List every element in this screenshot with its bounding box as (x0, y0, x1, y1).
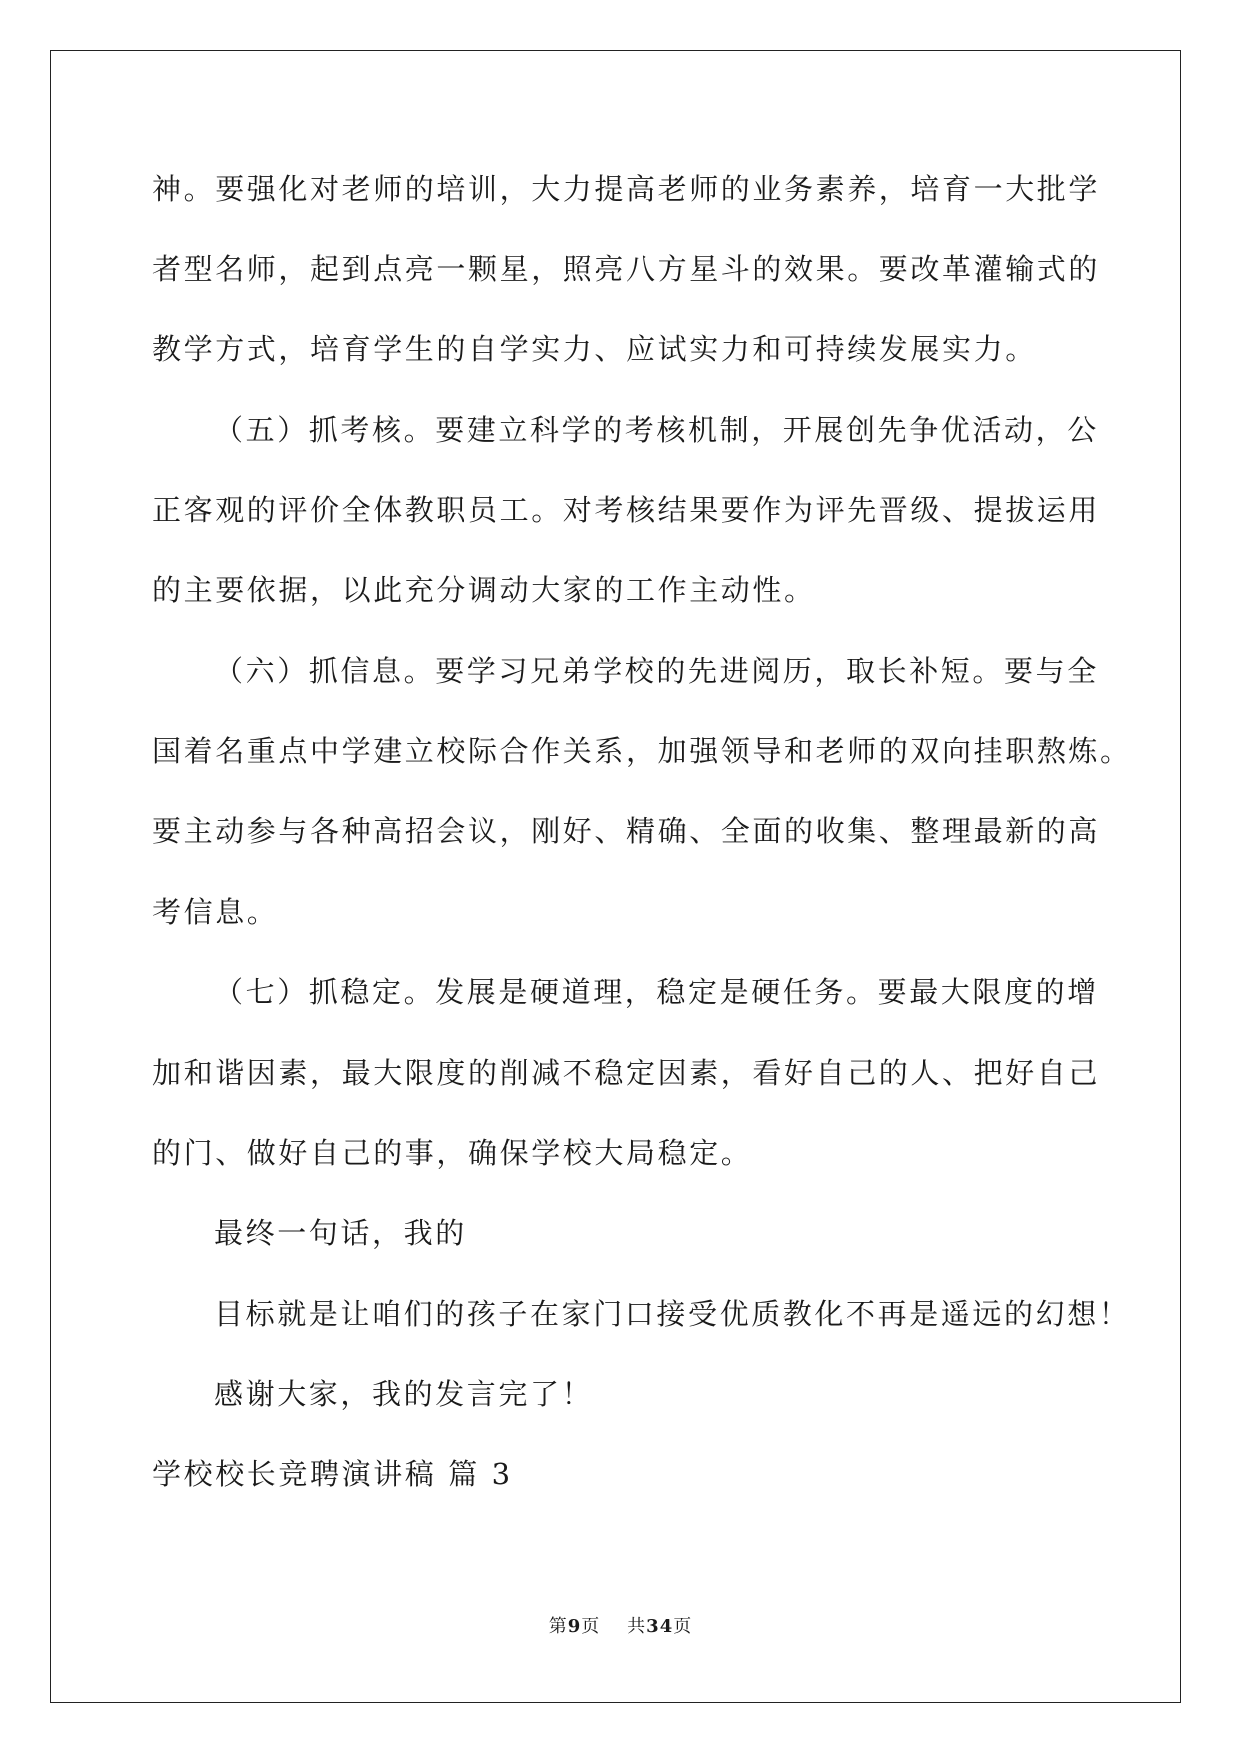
paragraph-heading-seven: （七）抓稳定。发展是硬道理，稳定是硬任务。要最大限度的增 (214, 975, 1099, 1009)
footer-total-unit: 页 (673, 1616, 693, 1637)
body-line: 要主动参与各种高招会议，刚好、精确、全面的收集、整理最新的高 (152, 814, 1101, 848)
body-line: 神。要强化对老师的培训，大力提高老师的业务素养，培育一大批学 (152, 172, 1101, 206)
page-footer (0, 1612, 1241, 1638)
body-line: 国着名重点中学建立校际合作关系，加强领导和老师的双向挂职熬炼。 (152, 734, 1132, 768)
current-page-number: 9 (567, 1616, 582, 1637)
body-line: 加和谐因素，最大限度的削减不稳定因素，看好自己的人、把好自己 (152, 1056, 1101, 1090)
body-line: 的门、做好自己的事，确保学校大局稳定。 (152, 1136, 753, 1170)
total-page-count: 34 (646, 1616, 674, 1637)
paragraph-heading-five: （五）抓考核。要建立科学的考核机制，开展创先争优活动，公 (214, 413, 1099, 447)
closing-line: 最终一句话，我的 (214, 1216, 467, 1250)
body-line: 考信息。 (152, 895, 279, 929)
body-line: 正客观的评价全体教职员工。对考核结果要作为评先晋级、提拔运用 (152, 493, 1101, 527)
footer-page-unit: 页 (581, 1616, 601, 1637)
section-title: 学校校长竞聘演讲稿 篇 3 (152, 1457, 513, 1491)
closing-line: 感谢大家，我的发言完了！ (214, 1377, 594, 1411)
body-line: 者型名师，起到点亮一颗星，照亮八方星斗的效果。要改革灌输式的 (152, 252, 1101, 286)
footer-prefix: 第 (548, 1616, 568, 1637)
body-line: 教学方式，培育学生的自学实力、应试实力和可持续发展实力。 (152, 332, 1037, 366)
closing-line: 目标就是让咱们的孩子在家门口接受优质教化不再是遥远的幻想！ (214, 1297, 1131, 1331)
paragraph-heading-six: （六）抓信息。要学习兄弟学校的先进阅历，取长补短。要与全 (214, 654, 1099, 688)
body-line: 的主要依据，以此充分调动大家的工作主动性。 (152, 573, 816, 607)
footer-total-prefix: 共 (627, 1616, 647, 1637)
